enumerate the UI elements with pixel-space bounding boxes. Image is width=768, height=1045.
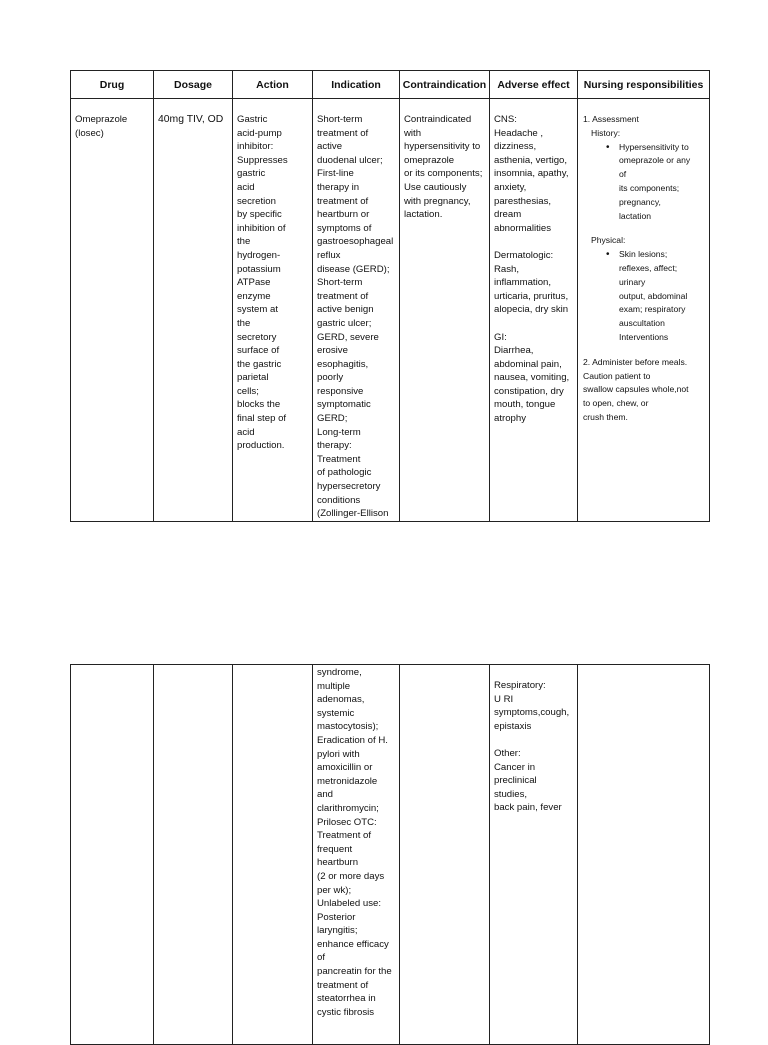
text-line: ATPase	[237, 277, 271, 289]
text-line: inflammation,	[494, 277, 552, 289]
text-line: treatment of	[317, 979, 369, 991]
text-line: Contraindicated	[404, 114, 472, 125]
text-line: treatment of	[317, 195, 369, 207]
text-line: heartburn	[317, 857, 359, 869]
text-line: secretion	[237, 195, 276, 207]
indication-cell-continued	[313, 665, 400, 1045]
text-line: nausea, vomiting,	[494, 372, 570, 384]
text-line: poorly	[317, 372, 344, 384]
text-line: Unlabeled use:	[317, 898, 382, 910]
adverse-other	[494, 747, 574, 815]
header-indication: Indication	[313, 71, 400, 99]
indication-cell	[313, 99, 400, 522]
text-line: Headache ,	[494, 127, 544, 139]
text-line: studies,	[494, 788, 528, 800]
text-line: Short-term	[317, 277, 363, 289]
header-action: Action	[233, 71, 313, 99]
nursing-physical: Physical:	[591, 235, 626, 246]
text-line: cystic fibrosis	[317, 1006, 375, 1018]
contraindication-cell	[400, 99, 490, 522]
text-line: GERD, severe	[317, 331, 379, 343]
nursing-history-bullet	[583, 141, 706, 224]
text-line: dream	[494, 209, 522, 221]
text-line: insomnia, apathy,	[494, 168, 569, 180]
text-line: hypersensitivity to	[404, 141, 481, 153]
text-line: First-line	[317, 168, 354, 180]
text-line: parietal	[237, 372, 269, 384]
text-line: CNS:	[494, 114, 517, 125]
header-row	[71, 71, 710, 99]
text-line: amoxicillin or	[317, 762, 373, 774]
text-line: treatment of	[317, 290, 369, 302]
text-line: frequent	[317, 843, 353, 855]
text-line: surface of	[237, 345, 280, 357]
text-line: back pain, fever	[494, 802, 562, 814]
text-line: mastocytosis);	[317, 721, 379, 733]
text-line: acid	[237, 181, 255, 193]
dosage-cell-continued	[154, 665, 233, 1045]
text-line: GERD;	[317, 413, 348, 425]
adverse-effect-cell	[490, 99, 578, 522]
text-line: U RI	[494, 693, 514, 705]
text-line: exam; respiratory	[619, 304, 686, 315]
text-line: by specific	[237, 209, 282, 221]
text-line: esophagitis,	[317, 358, 369, 370]
text-line: heartburn or	[317, 209, 370, 221]
text-line: Gastric	[237, 114, 268, 125]
text-line: Rash,	[494, 263, 520, 275]
text-line: symptoms,cough,	[494, 707, 570, 719]
text-line: GI:	[494, 331, 507, 343]
text-line: secretory	[237, 331, 277, 343]
action-cell-continued	[233, 665, 313, 1045]
text-line: • Hypersensitivity to	[619, 141, 706, 155]
text-line: to open, chew, or	[583, 398, 649, 409]
nursing-administer	[583, 356, 706, 425]
text-line: production.	[237, 440, 285, 452]
text-line: steatorrhea in	[317, 993, 376, 1005]
text-line: the	[237, 317, 251, 329]
contraindication-cell-continued	[400, 665, 490, 1045]
header-nursing-responsibilities: Nursing responsibilities	[578, 71, 710, 99]
text-line: pregnancy,	[619, 196, 661, 207]
text-line: inhibition of	[237, 222, 286, 234]
text-line: its components;	[619, 182, 680, 193]
text-line: with	[404, 127, 422, 139]
text-line: asthenia, vertigo,	[494, 154, 568, 166]
text-line: Treatment	[317, 453, 361, 465]
text-line: swallow capsules whole,not	[583, 384, 689, 395]
text-line: 2. Administer before meals.	[583, 356, 688, 367]
text-line: duodenal ulcer;	[317, 154, 383, 166]
header-adverse-effect: Adverse effect	[490, 71, 578, 99]
header-dosage: Dosage	[154, 71, 233, 99]
text-line: dizziness,	[494, 141, 537, 153]
text-line: constipation, dry	[494, 385, 564, 397]
text-line: Use cautiously	[404, 181, 467, 193]
text-line: pancreatin for the	[317, 966, 392, 978]
drug-table-page2	[70, 664, 710, 1045]
text-line: gastric ulcer;	[317, 317, 372, 329]
text-line: with pregnancy,	[404, 195, 471, 207]
text-line: the	[237, 236, 251, 248]
nursing-cell-continued	[578, 665, 710, 1045]
adverse-cns	[494, 113, 574, 235]
text-line: acid	[237, 426, 255, 438]
text-line: • Skin lesions;	[619, 248, 706, 262]
text-line: Suppresses	[237, 154, 288, 166]
text-line: auscultation	[619, 318, 665, 329]
text-line: output, abdominal	[619, 290, 688, 301]
nursing-cell	[578, 99, 710, 522]
text-line: Eradication of H.	[317, 734, 388, 746]
text-line: per wk);	[317, 884, 352, 896]
text-line: enhance efficacy	[317, 938, 389, 950]
text-line: Posterior	[317, 911, 356, 923]
text-line: Treatment of	[317, 830, 372, 842]
text-line: Cancer in	[494, 761, 536, 773]
text-line: enzyme	[237, 290, 271, 302]
text-line: clarithromycin;	[317, 802, 379, 814]
text-line: conditions	[317, 494, 361, 506]
text-line: (2 or more days	[317, 870, 385, 882]
nursing-physical-bullet	[583, 248, 706, 345]
table-row	[71, 665, 710, 1045]
text-line: gastroesophageal	[317, 236, 394, 248]
action-text	[233, 99, 312, 453]
text-line: of	[317, 952, 326, 964]
adverse-respiratory	[494, 679, 574, 733]
text-line: of	[619, 169, 627, 180]
text-line: treatment of	[317, 127, 369, 139]
drug-cell-continued	[71, 665, 154, 1045]
dosage-value: 40mg TIV, OD	[158, 114, 224, 125]
text-line: abnormalities	[494, 222, 552, 234]
drug-table-page1	[70, 70, 710, 522]
text-line: abdominal pain,	[494, 358, 562, 370]
text-line: Dermatologic:	[494, 249, 554, 261]
text-line: Other:	[494, 747, 521, 759]
text-line: Diarrhea,	[494, 345, 534, 357]
text-line: preclinical	[494, 775, 537, 787]
text-line: therapy:	[317, 440, 352, 452]
text-line: Long-term	[317, 426, 361, 438]
text-line: lactation.	[404, 209, 443, 221]
text-line: symptomatic	[317, 399, 371, 411]
adverse-effect-cell-continued	[490, 665, 578, 1045]
text-line: or its components;	[404, 168, 483, 180]
text-line: urinary	[619, 276, 646, 287]
text-line: reflexes, affect;	[619, 262, 678, 273]
text-line: multiple	[317, 680, 351, 692]
text-line: gastric	[237, 168, 266, 180]
text-line: reflux	[317, 249, 341, 261]
text-line: hydrogen-	[237, 249, 281, 261]
indication-text	[313, 99, 399, 521]
text-line: Short-term	[317, 114, 363, 125]
text-line: laryngitis;	[317, 925, 358, 937]
text-line: pylori with	[317, 748, 360, 760]
text-line: inhibitor:	[237, 141, 274, 153]
text-line: Respiratory:	[494, 680, 546, 691]
text-line: the gastric	[237, 358, 282, 370]
text-line: system at	[237, 304, 279, 316]
text-line: syndrome,	[317, 667, 362, 678]
text-line: hypersecretory	[317, 481, 381, 493]
text-line: blocks the	[237, 399, 281, 411]
text-line: epistaxis	[494, 720, 532, 732]
adverse-dermatologic	[494, 249, 574, 317]
text-line: adenomas,	[317, 694, 365, 706]
adverse-effect-text	[490, 99, 577, 426]
text-line: omeprazole	[404, 154, 455, 166]
table-row	[71, 99, 710, 522]
text-line: (Zollinger-Ellison	[317, 508, 389, 520]
text-line: Caution patient to	[583, 370, 651, 381]
text-line: therapy in	[317, 181, 360, 193]
text-line: and	[317, 789, 334, 801]
header-drug: Drug	[71, 71, 154, 99]
text-line: anxiety,	[494, 181, 527, 193]
indication-text-continued	[313, 665, 399, 1019]
text-line: systemic	[317, 707, 355, 719]
header-contraindication: Contraindication	[400, 71, 490, 99]
nursing-history: History:	[591, 127, 621, 138]
text-line: erosive	[317, 345, 348, 357]
drug-name: Omeprazole (losec)	[75, 114, 128, 139]
text-line: disease (GERD);	[317, 263, 390, 275]
text-line: lactation	[619, 210, 652, 221]
text-line: mouth, tongue	[494, 399, 556, 411]
text-line: omeprazole or any	[619, 155, 691, 166]
drug-cell	[71, 99, 154, 522]
text-line: Prilosec OTC:	[317, 816, 377, 828]
text-line: crush them.	[583, 411, 628, 422]
action-cell	[233, 99, 313, 522]
text-line: paresthesias,	[494, 195, 552, 207]
text-line: cells;	[237, 385, 259, 397]
text-line: Interventions	[619, 331, 669, 342]
text-line: final step of	[237, 413, 287, 425]
adverse-effect-text-continued	[490, 665, 577, 815]
text-line: urticaria, pruritus,	[494, 290, 569, 302]
text-line: atrophy	[494, 413, 526, 425]
text-line: of pathologic	[317, 467, 372, 479]
text-line: active	[317, 141, 343, 153]
adverse-gi	[494, 331, 574, 426]
text-line: potassium	[237, 263, 281, 275]
text-line: symptoms of	[317, 222, 372, 234]
text-line: responsive	[317, 385, 364, 397]
nursing-assessment: 1. Assessment	[583, 114, 639, 124]
text-line: acid-pump	[237, 127, 282, 139]
dosage-cell	[154, 99, 233, 522]
text-line: alopecia, dry skin	[494, 304, 569, 316]
contraindication-text	[400, 99, 489, 222]
text-line: metronidazole	[317, 775, 378, 787]
text-line: active benign	[317, 304, 374, 316]
nursing-text	[578, 99, 709, 425]
